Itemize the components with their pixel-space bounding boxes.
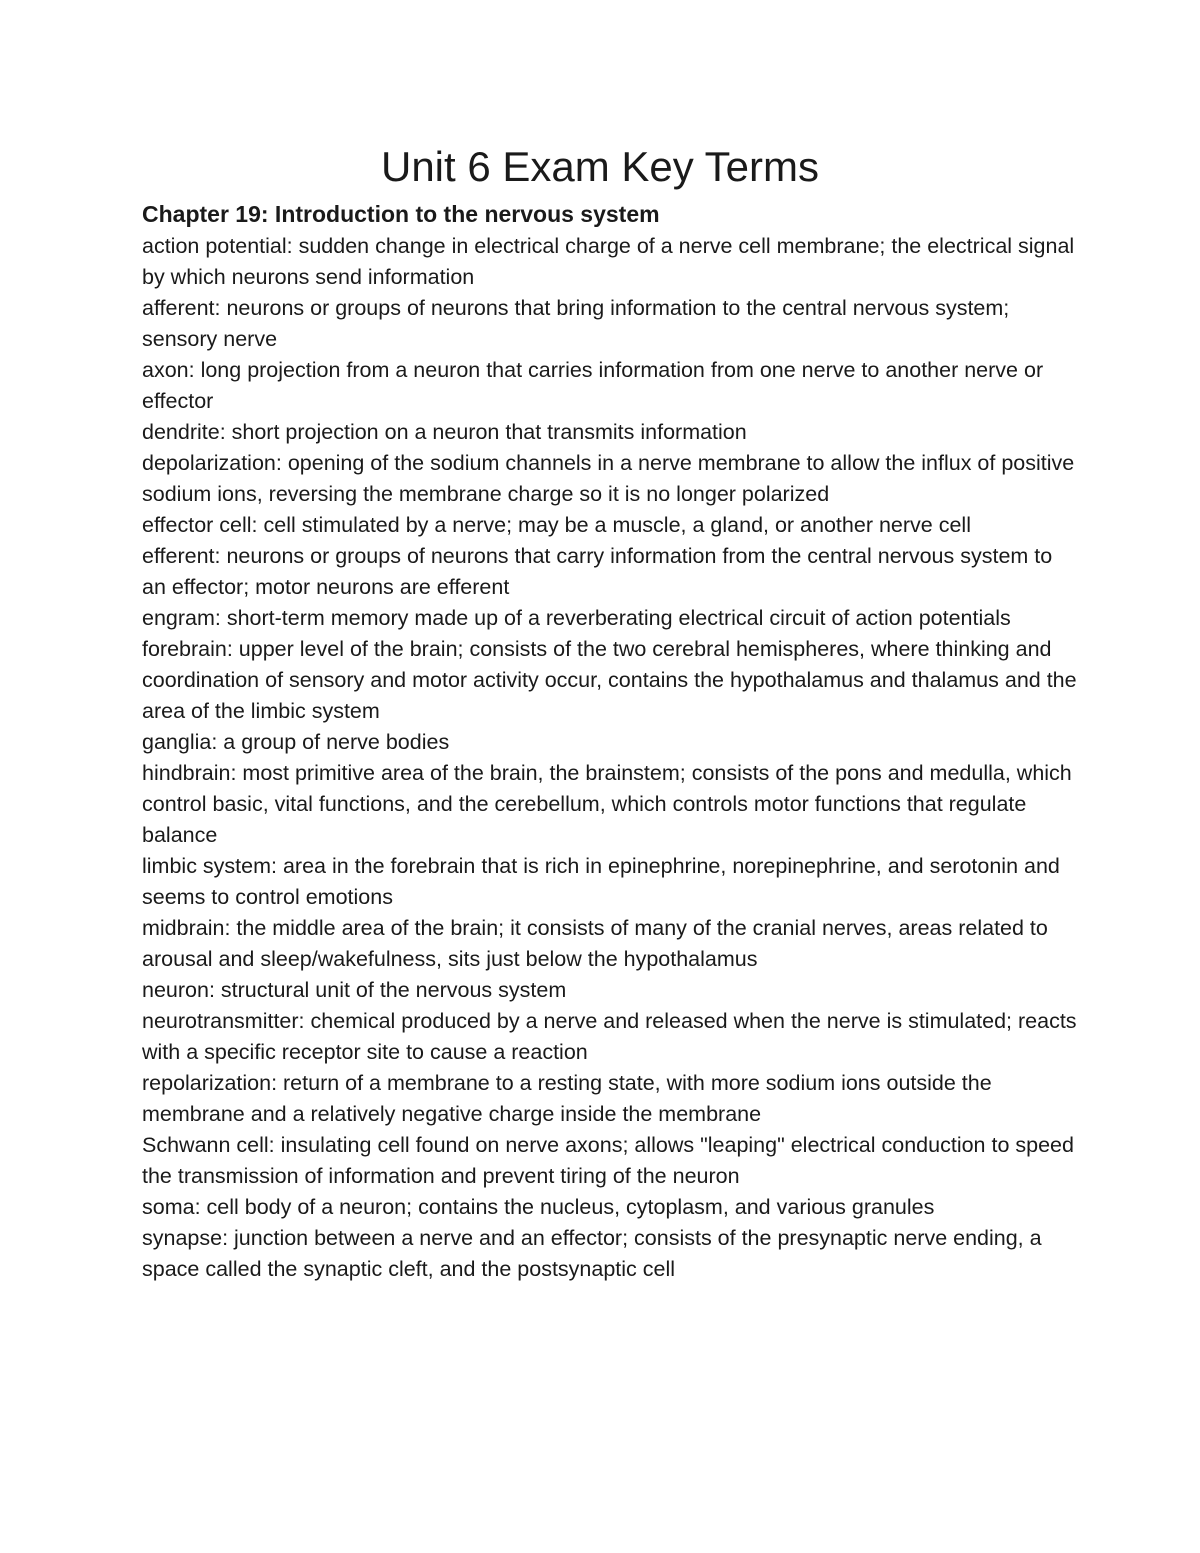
document-body (142, 197, 1077, 1285)
term-schwann-cell: Schwann cell: insulating cell found on nerve axons; allows "leaping" electrical conduction to speed the transmission of information and prevent tiring of the neuron (142, 1133, 1074, 1188)
term-afferent: afferent: neurons or groups of neurons that bring information to the central nervous system; sensory nerve (142, 296, 1010, 351)
chapter-heading: Chapter 19: Introduction to the nervous system (142, 201, 660, 227)
term-dendrite: dendrite: short projection on a neuron that transmits information (142, 420, 747, 444)
term-neuron: neuron: structural unit of the nervous system (142, 978, 567, 1002)
term-engram: engram: short-term memory made up of a reverberating electrical circuit of action potentials (142, 606, 1011, 630)
term-efferent: efferent: neurons or groups of neurons that carry information from the central nervous system to an effector; motor neurons are efferent (142, 544, 1053, 599)
term-action-potential: action potential: sudden change in electrical charge of a nerve cell membrane; the electrical signal by which neurons send information (142, 234, 1075, 289)
term-neurotransmitter: neurotransmitter: chemical produced by a nerve and released when the nerve is stimulated; reacts with a specific receptor site to cause a reaction (142, 1009, 1077, 1064)
term-forebrain: forebrain: upper level of the brain; consists of the two cerebral hemispheres, where thinking and coordination of sensory and motor activity occur, contains the hypothalamus and thalamus and the area of the limbic system (142, 637, 1077, 723)
term-axon: axon: long projection from a neuron that carries information from one nerve to another nerve or effector (142, 358, 1044, 413)
key-terms-list (142, 231, 1077, 1285)
term-ganglia: ganglia: a group of nerve bodies (142, 730, 450, 754)
page-title: Unit 6 Exam Key Terms (380, 143, 820, 190)
term-hindbrain: hindbrain: most primitive area of the brain, the brainstem; consists of the pons and medulla, which control basic, vital functions, and the cerebellum, which controls motor functions that regulate balance (142, 761, 1072, 847)
term-repolarization: repolarization: return of a membrane to a resting state, with more sodium ions outside the membrane and a relatively negative charge inside the membrane (142, 1071, 992, 1126)
term-effector-cell: effector cell: cell stimulated by a nerve; may be a muscle, a gland, or another nerve cell (142, 513, 971, 537)
term-soma: soma: cell body of a neuron; contains the nucleus, cytoplasm, and various granules (142, 1195, 935, 1219)
term-synapse: synapse: junction between a nerve and an effector; consists of the presynaptic nerve ending, a space called the synaptic cleft, and the postsynaptic cell (142, 1226, 1042, 1281)
term-depolarization: depolarization: opening of the sodium channels in a nerve membrane to allow the influx of positive sodium ions, reversing the membrane charge so it is no longer polarized (142, 451, 1075, 506)
term-midbrain: midbrain: the middle area of the brain; it consists of many of the cranial nerves, areas related to arousal and sleep/wakefulness, sits just below the hypothalamus (142, 916, 1048, 971)
term-limbic-system: limbic system: area in the forebrain that is rich in epinephrine, norepinephrine, and serotonin and seems to control emotions (142, 854, 1060, 909)
